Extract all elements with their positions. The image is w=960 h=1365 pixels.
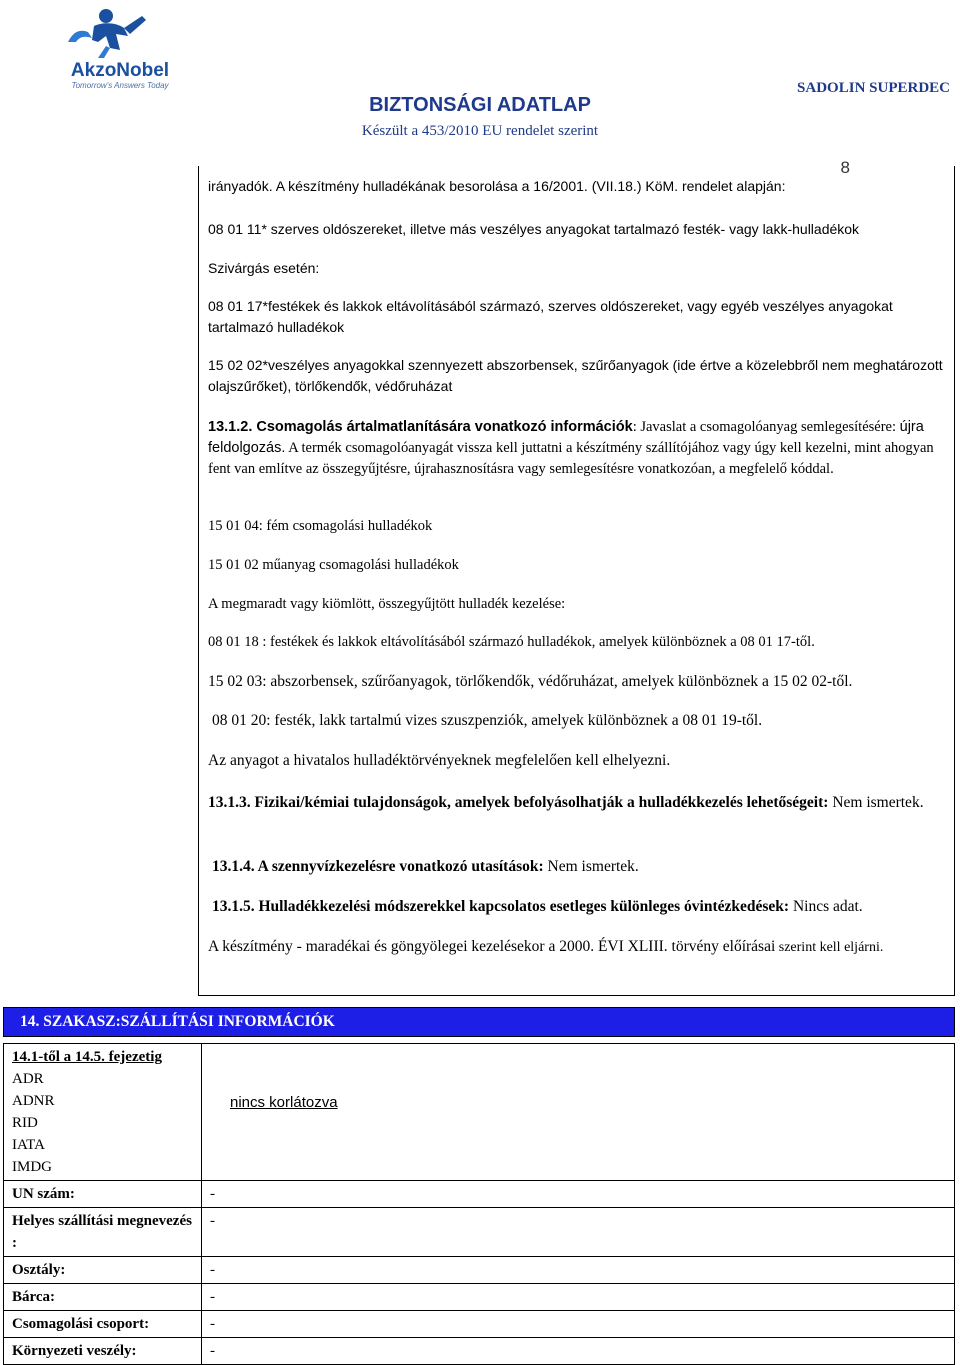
product-name: SADOLIN SUPERDEC xyxy=(797,80,950,96)
section-1315-value: Nincs adat. xyxy=(789,898,863,915)
paragraph-150102: 15 01 02 műanyag csomagolási hulladékok xyxy=(208,557,459,573)
mode-imdg: IMDG xyxy=(12,1159,52,1175)
table-row xyxy=(4,1208,955,1257)
table-row xyxy=(4,1044,955,1181)
table-row xyxy=(4,1311,955,1338)
mode-adr: ADR xyxy=(12,1071,44,1087)
section-1314 xyxy=(212,856,952,878)
table-row xyxy=(4,1257,955,1284)
mode-rid: RID xyxy=(12,1115,38,1131)
logo-tagline: Tomorrow's Answers Today xyxy=(71,81,169,90)
paragraph-classification: irányadók. A készítmény hulladékának besorolása a 16/2001. (VII.18.) KöM. rendelet alapján: xyxy=(208,178,786,194)
section-14-banner xyxy=(3,1007,955,1037)
row-label: Bárca: xyxy=(4,1284,202,1311)
paragraph-080118: 08 01 18 : festékek és lakkok eltávolításából származó hulladékok, amelyek különböznek a 08 01 17-től. xyxy=(208,634,815,650)
paragraph-150104: 15 01 04: fém csomagolási hulladékok xyxy=(208,518,433,534)
row-value: - xyxy=(202,1257,955,1284)
document-subtitle: Készült a 453/2010 EU rendelet szerint xyxy=(361,123,599,139)
row-value: - xyxy=(202,1208,955,1257)
paragraph-leak: Szivárgás esetén: xyxy=(208,260,320,276)
section-1315 xyxy=(212,896,952,918)
section-1313-value: Nem ismertek. xyxy=(828,794,924,811)
section-1312-text-c: A termék csomagolóanyagát vissza kell juttatni a készítmény szállítójához vagy úgy kell kezelni, mint ahogyan fent van említve az összegyűjtésre, újrahasznosításra vagy semlegesítésre vonatkozóan, a megfelelő kóddal. xyxy=(208,440,934,477)
paragraph-waste-code-080117: 08 01 17*festékek és lakkok eltávolításából származó, szerves oldószereket, vagy egyéb veszélyes anyagokat tartalmazó hulladékok xyxy=(208,298,893,335)
transport-modes-cell xyxy=(4,1044,202,1181)
table-row xyxy=(4,1338,955,1365)
table-row xyxy=(4,1284,955,1311)
law-reference-a: A készítmény - maradékai és göngyölegei kezelésekor a 2000. ÉVI XLIII. törvény előírásai xyxy=(208,938,776,955)
page-number: 8 xyxy=(840,158,850,177)
document-title: BIZTONSÁGI ADATLAP xyxy=(369,94,591,116)
table-row xyxy=(4,1181,955,1208)
paragraph-waste-code-150202: 15 02 02*veszélyes anyagokkal szennyezett abszorbensek, szűrőanyagok (ide értve a közelebbről nem meghatározott olajszűrőket), törlőkendők, védőruházat xyxy=(208,357,943,394)
no-restriction-text: nincs korlátozva xyxy=(230,1094,338,1111)
mode-iata: IATA xyxy=(12,1137,45,1153)
law-reference-b: szerint kell eljárni. xyxy=(775,940,884,955)
section-1313 xyxy=(208,792,948,814)
row-label: Osztály: xyxy=(4,1257,202,1284)
row-label: Környezeti veszély: xyxy=(4,1338,202,1365)
section-1312-text-a: : Javaslat a csomagolóanyag semlegesítésére: xyxy=(632,419,900,435)
section-1312-heading: 13.1.2. Csomagolás ártalmatlanítására vonatkozó információk xyxy=(208,419,633,435)
akzonobel-logo xyxy=(58,2,188,94)
row-label: Helyes szállítási megnevezés : xyxy=(4,1208,202,1257)
section-1312 xyxy=(208,417,948,480)
row-value: - xyxy=(202,1311,955,1338)
paragraph-waste-code-080111: 08 01 11* szerves oldószereket, illetve más veszélyes anyagokat tartalmazó festék- vagy lakk-hulladékok xyxy=(208,221,860,237)
row-label: UN szám: xyxy=(4,1181,202,1208)
row-value: - xyxy=(202,1181,955,1208)
row-value: - xyxy=(202,1284,955,1311)
paragraph-collected-waste: A megmaradt vagy kiömlött, összegyűjtött hulladék kezelése: xyxy=(208,596,566,612)
paragraph-080120: 08 01 20: festék, lakk tartalmú vizes szuszpenziók, amelyek különböznek a 08 01 19-től. xyxy=(212,712,763,729)
paragraph-law-reference xyxy=(208,936,948,959)
range-label: 14.1-től a 14.5. fejezetig xyxy=(12,1049,162,1065)
section-1312-text-b: újra feldolgozás. xyxy=(208,419,924,456)
section-1314-heading: 13.1.4. A szennyvízkezelésre vonatkozó utasítások: xyxy=(212,858,544,875)
restriction-cell xyxy=(202,1044,955,1181)
logo-brand: AkzoNobel xyxy=(70,60,170,81)
row-value: - xyxy=(202,1338,955,1365)
transport-table xyxy=(3,1043,955,1365)
row-label: Csomagolási csoport: xyxy=(4,1311,202,1338)
mode-adnr: ADNR xyxy=(12,1093,55,1109)
paragraph-150203: 15 02 03: abszorbensek, szűrőanyagok, törlőkendők, védőruházat, amelyek különböznek a 15 02 02-től. xyxy=(208,673,853,690)
section-1315-heading: 13.1.5. Hulladékkezelési módszerekkel kapcsolatos esetleges különleges óvintézkedések: xyxy=(212,898,790,915)
section-14-title: 14. SZAKASZ:SZÁLLÍTÁSI INFORMÁCIÓK xyxy=(20,1013,335,1030)
section-1314-value: Nem ismertek. xyxy=(543,858,639,875)
paragraph-official-disposal: Az anyagot a hivatalos hulladéktörvényeknek megfelelően kell elhelyezni. xyxy=(208,752,671,769)
section-1313-heading: 13.1.3. Fizikai/kémiai tulajdonságok, amelyek befolyásolhatják a hulladékkezelés lehetőségeit: xyxy=(208,794,829,811)
